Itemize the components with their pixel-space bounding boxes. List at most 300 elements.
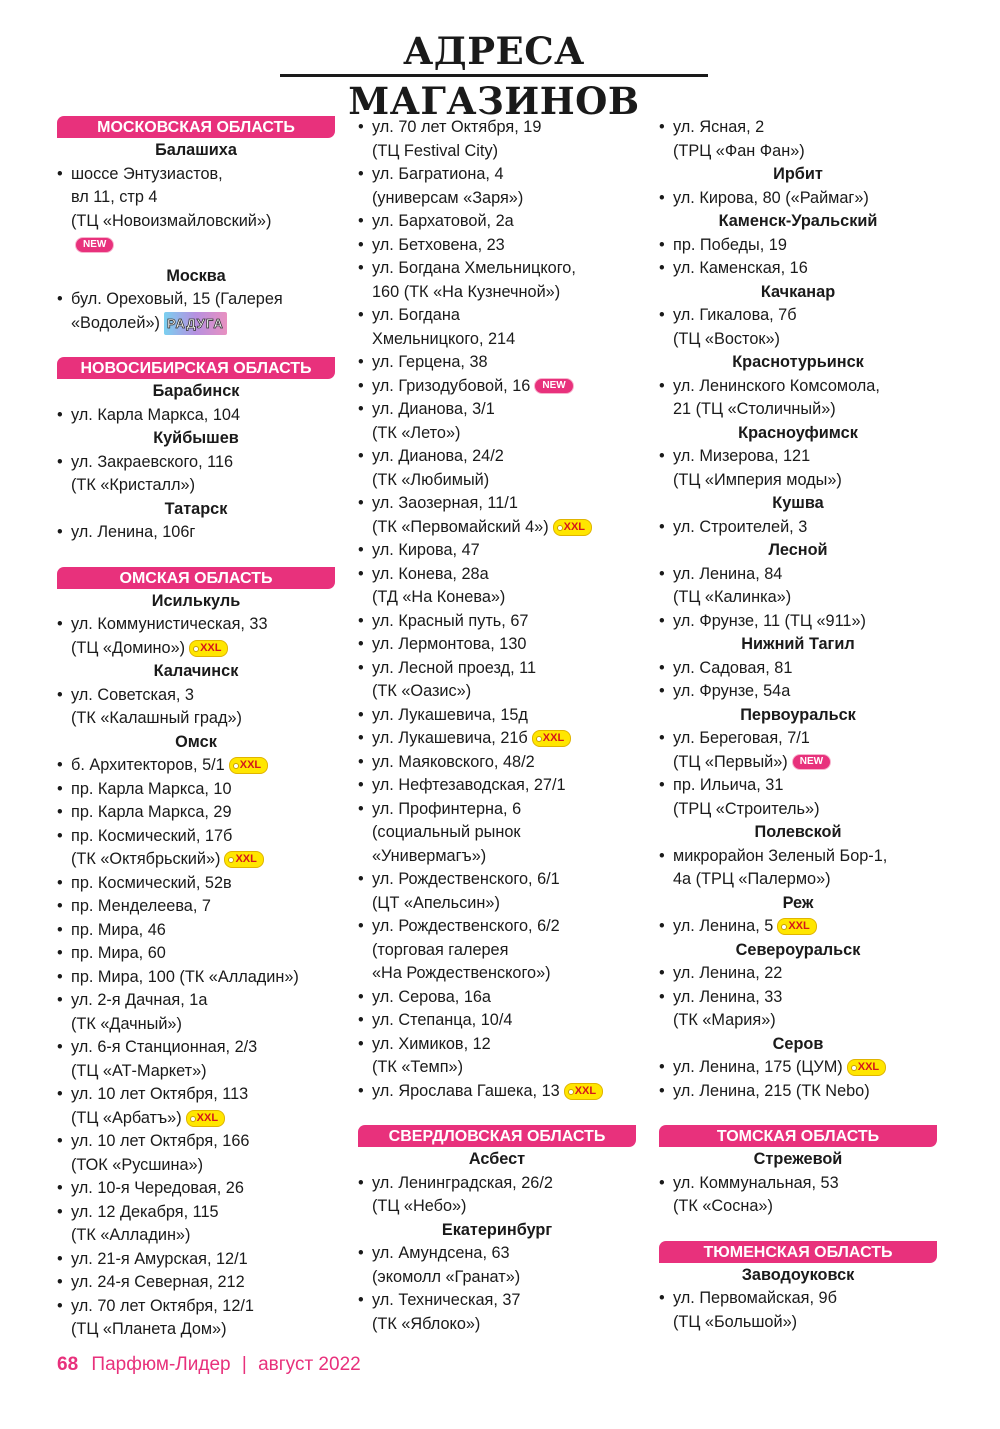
address-entry xyxy=(358,657,636,704)
address-line xyxy=(372,163,636,187)
city-heading: Реж xyxy=(782,893,814,912)
address-line xyxy=(372,986,636,1010)
address-text: (ТК «Октябрьский») xyxy=(71,850,221,868)
address-entry xyxy=(57,778,335,802)
city-heading: Серов xyxy=(772,1034,824,1053)
address-line xyxy=(71,1036,335,1060)
city-heading: Заводоуковск xyxy=(741,1265,855,1284)
address-entry xyxy=(358,915,636,986)
address-text: ул. 70 лет Октября, 12/1 xyxy=(71,1296,254,1315)
address-entry xyxy=(358,563,636,610)
region-header: НОВОСИБИРСКАЯ ОБЛАСТЬ xyxy=(57,357,335,379)
address-entry xyxy=(659,187,937,211)
address-line xyxy=(673,116,937,140)
address-line xyxy=(71,312,335,336)
address-text: (ТК «Яблоко») xyxy=(372,1314,481,1333)
address-text: ул. Садовая, 81 xyxy=(673,658,793,677)
address-entry xyxy=(57,1271,335,1295)
address-line xyxy=(372,1033,636,1057)
address-line xyxy=(71,233,335,257)
address-text: (ТЦ «Империя моды») xyxy=(673,470,842,489)
city-heading: Калачинск xyxy=(153,662,239,680)
address-text: пр. Карла Маркса, 10 xyxy=(71,779,232,798)
address-line xyxy=(673,1172,937,1196)
address-text: (ТК «Сосна») xyxy=(673,1197,773,1215)
address-line xyxy=(673,375,937,399)
address-entry xyxy=(57,684,335,731)
address-line xyxy=(71,872,335,896)
address-entry xyxy=(358,774,636,798)
address-line xyxy=(71,1177,335,1201)
address-text: (торговая галерея xyxy=(372,940,509,959)
address-entry xyxy=(57,1201,335,1248)
xxl-badge: XXL xyxy=(229,757,268,774)
address-text: (ТЦ «Планета Дом») xyxy=(71,1320,227,1338)
address-text: пр. Мира, 100 (ТК «Алладин») xyxy=(71,967,299,986)
address-line xyxy=(372,1195,636,1219)
address-line xyxy=(372,281,636,305)
address-text: (ТЦ «Домино») xyxy=(71,638,186,657)
address-entry xyxy=(659,1080,937,1104)
address-text: ул. Профинтерна, 6 xyxy=(372,799,522,818)
city-heading: Москва xyxy=(166,266,226,285)
address-line xyxy=(71,1248,335,1272)
address-line xyxy=(71,1060,335,1084)
address-text: ул. Строителей, 3 xyxy=(673,517,808,536)
address-entry xyxy=(358,375,636,399)
section-spacer xyxy=(57,335,335,357)
address-text: ул. Ленина, 5 xyxy=(673,917,774,935)
address-line xyxy=(673,398,937,422)
address-line xyxy=(372,774,636,798)
new-badge: NEW xyxy=(792,754,831,770)
address-entry xyxy=(358,398,636,445)
address-text: ул. Маяковского, 48/2 xyxy=(372,752,535,771)
address-line xyxy=(372,868,636,892)
address-entry xyxy=(57,966,335,990)
address-line xyxy=(71,474,335,498)
address-line xyxy=(71,1013,335,1037)
address-line xyxy=(673,1287,937,1311)
address-text: ул. 10-я Чередовая, 26 xyxy=(71,1179,244,1197)
address-text: (ТОК «Русшина») xyxy=(71,1155,203,1174)
address-entry xyxy=(57,872,335,896)
address-text: (ТК «Первомайский 4») xyxy=(372,517,549,536)
page-number: 68 xyxy=(57,1354,79,1375)
address-entry xyxy=(57,801,335,825)
city-heading: Екатеринбург xyxy=(441,1220,553,1239)
address-line xyxy=(372,304,636,328)
address-entry xyxy=(358,798,636,869)
address-entry xyxy=(358,1172,636,1219)
address-line xyxy=(673,610,937,634)
address-line xyxy=(71,186,335,210)
city-heading: Омск xyxy=(175,732,217,751)
address-line xyxy=(372,1289,636,1313)
address-text: ул. 21-я Амурская, 12/1 xyxy=(71,1249,248,1268)
address-line xyxy=(673,751,937,775)
address-entry xyxy=(358,304,636,351)
region-header: ОМСКАЯ ОБЛАСТЬ xyxy=(57,567,335,589)
address-text: ул. Серова, 16а xyxy=(372,987,491,1006)
address-entry xyxy=(57,825,335,872)
page-title: АДРЕСА МАГАЗИНОВ xyxy=(348,29,640,123)
address-entry xyxy=(659,610,937,634)
city-heading: Лесной xyxy=(768,541,828,559)
address-line xyxy=(673,868,937,892)
city-heading: Кушва xyxy=(772,494,824,512)
address-text: (ТК «Мария») xyxy=(673,1011,776,1029)
address-entry xyxy=(358,1289,636,1336)
address-text: (ТК «Калашный град») xyxy=(71,709,242,727)
address-entry xyxy=(358,633,636,657)
address-line xyxy=(71,966,335,990)
address-line xyxy=(673,234,937,258)
address-line xyxy=(372,1242,636,1266)
address-line xyxy=(71,1224,335,1248)
address-entry xyxy=(358,1080,636,1104)
xxl-badge: XXL xyxy=(224,851,263,868)
address-text: ул. Ленина, 33 xyxy=(673,987,783,1006)
xxl-badge: XXL xyxy=(186,1110,225,1127)
address-text: пр. Мира, 46 xyxy=(71,920,166,939)
address-text: бул. Ореховый, 15 (Галерея xyxy=(71,290,283,308)
address-text: (ТРЦ «Строитель») xyxy=(673,799,820,818)
address-line xyxy=(71,521,335,545)
address-line xyxy=(372,469,636,493)
address-text: 21 (ТЦ «Столичный») xyxy=(673,400,836,418)
address-line xyxy=(372,727,636,751)
address-text: пр. Менделеева, 7 xyxy=(71,897,211,915)
address-text: (ТЦ «АТ-Маркет») xyxy=(71,1061,207,1080)
address-entry xyxy=(57,451,335,498)
new-badge: NEW xyxy=(534,378,573,394)
region-header: ТОМСКАЯ ОБЛАСТЬ xyxy=(659,1125,937,1147)
page-footer xyxy=(57,1352,361,1378)
address-entry xyxy=(57,1248,335,1272)
address-text: ул. Коммунистическая, 33 xyxy=(71,615,268,633)
magazine-name: Парфюм-Лидер xyxy=(91,1354,231,1375)
address-text: (ЦТ «Апельсин») xyxy=(372,893,500,912)
address-line xyxy=(673,563,937,587)
address-line xyxy=(372,375,636,399)
address-line xyxy=(71,163,335,187)
address-entry xyxy=(659,727,937,774)
address-line xyxy=(372,257,636,281)
address-entry xyxy=(358,610,636,634)
address-line xyxy=(71,1083,335,1107)
address-text: ул. Красный путь, 67 xyxy=(372,611,529,630)
address-line xyxy=(71,684,335,708)
address-entry xyxy=(57,754,335,778)
address-entry xyxy=(57,288,335,335)
address-text: ул. Гризодубовой, 16 xyxy=(372,376,531,395)
address-line xyxy=(673,986,937,1010)
address-entry xyxy=(57,919,335,943)
address-line xyxy=(673,1080,937,1104)
address-line xyxy=(372,445,636,469)
city-heading: Исилькуль xyxy=(151,591,241,610)
address-line xyxy=(673,680,937,704)
address-text: (ТК «Кристалл») xyxy=(71,476,196,494)
address-column-1 xyxy=(57,116,335,1342)
address-text: пр. Победы, 19 xyxy=(673,235,787,254)
address-entry xyxy=(358,210,636,234)
address-line xyxy=(71,1154,335,1178)
address-line xyxy=(71,1295,335,1319)
address-line xyxy=(372,1266,636,1290)
address-line xyxy=(71,404,335,428)
address-line xyxy=(372,539,636,563)
address-text: ул. Нефтезаводская, 27/1 xyxy=(372,776,566,794)
address-text: ул. Карла Маркса, 104 xyxy=(71,405,241,424)
address-line xyxy=(673,328,937,352)
address-text: ул. Фрунзе, 11 (ТЦ «911») xyxy=(673,611,866,630)
address-text: ул. Бетховена, 23 xyxy=(372,235,505,254)
address-text: ул. Береговая, 7/1 xyxy=(673,729,810,747)
address-line xyxy=(372,187,636,211)
address-text: ул. Мизерова, 121 xyxy=(673,447,811,465)
address-text: пр. Космический, 52в xyxy=(71,873,232,892)
address-line xyxy=(372,1172,636,1196)
address-entry xyxy=(57,1295,335,1342)
address-line xyxy=(71,919,335,943)
address-text: ул. Советская, 3 xyxy=(71,685,194,704)
address-text: (ТЦ «Арбатъ») xyxy=(71,1108,182,1127)
address-text: (социальный рынок xyxy=(372,823,521,841)
address-line xyxy=(673,187,937,211)
address-entry xyxy=(57,942,335,966)
address-text: (ТК «Лето») xyxy=(372,423,461,442)
address-text: ул. Рождественского, 6/2 xyxy=(372,917,560,935)
address-line xyxy=(372,328,636,352)
address-text: ул. Ленина, 22 xyxy=(673,964,783,982)
address-line xyxy=(71,451,335,475)
address-text: пр. Мира, 60 xyxy=(71,944,166,962)
address-entry xyxy=(358,492,636,539)
address-line xyxy=(71,637,335,661)
address-entry xyxy=(659,657,937,681)
address-text: (ТЦ «Большой») xyxy=(673,1312,798,1331)
address-text: шоссе Энтузиастов, xyxy=(71,164,223,183)
address-text: (ТК «Любимый) xyxy=(372,470,490,489)
address-line xyxy=(372,492,636,516)
city-heading: Стрежевой xyxy=(753,1150,843,1168)
address-text: Хмельницкого, 214 xyxy=(372,329,516,348)
address-entry xyxy=(358,751,636,775)
address-line xyxy=(372,116,636,140)
address-text: ул. Химиков, 12 xyxy=(372,1034,491,1053)
address-line xyxy=(71,288,335,312)
address-line xyxy=(372,1313,636,1337)
address-line xyxy=(71,801,335,825)
address-line xyxy=(372,892,636,916)
address-line xyxy=(71,848,335,872)
address-text: ул. Ленина, 175 (ЦУМ) xyxy=(673,1058,843,1076)
city-heading: Краснотурьинск xyxy=(732,353,864,371)
address-text: ул. Первомайская, 9б xyxy=(673,1289,837,1307)
address-text: ул. Конева, 28а xyxy=(372,564,489,583)
address-text: ул. Гикалова, 7б xyxy=(673,306,797,324)
address-line xyxy=(71,989,335,1013)
address-text: ул. 10 лет Октября, 113 xyxy=(71,1085,249,1103)
address-column-3 xyxy=(659,116,937,1334)
issue-date: август 2022 xyxy=(258,1354,361,1375)
address-text: ул. Фрунзе, 54а xyxy=(673,682,791,700)
xxl-badge: XXL xyxy=(847,1059,886,1076)
address-entry xyxy=(57,1177,335,1201)
address-entry xyxy=(358,116,636,163)
xxl-badge: XXL xyxy=(564,1083,603,1100)
address-line xyxy=(372,1056,636,1080)
address-entry xyxy=(57,404,335,428)
address-entry xyxy=(659,116,937,163)
address-text: ул. Коммунальная, 53 xyxy=(673,1173,839,1192)
address-line xyxy=(372,586,636,610)
address-text: ул. Каменская, 16 xyxy=(673,259,808,277)
address-text: ул. Ясная, 2 xyxy=(673,118,765,136)
section-spacer xyxy=(659,1219,937,1241)
address-text: ул. 70 лет Октября, 19 xyxy=(372,118,542,136)
address-entry xyxy=(358,1242,636,1289)
address-entry xyxy=(358,986,636,1010)
address-text: ул. Кирова, 80 («Раймаг») xyxy=(673,188,869,207)
address-entry xyxy=(659,1172,937,1219)
city-heading: Балашиха xyxy=(155,141,237,159)
address-text: б. Архитекторов, 5/1 xyxy=(71,756,225,774)
address-entry xyxy=(659,516,937,540)
address-entry xyxy=(57,1036,335,1083)
address-line xyxy=(372,751,636,775)
address-text: ул. Ленина, 215 (ТК Nebo) xyxy=(673,1081,870,1100)
address-line xyxy=(372,234,636,258)
city-heading: Красноуфимск xyxy=(738,423,858,442)
address-entry xyxy=(358,257,636,304)
address-text: ул. Техническая, 37 xyxy=(372,1291,521,1309)
address-text: ул. Дианова, 24/2 xyxy=(372,447,504,465)
address-line xyxy=(71,1318,335,1342)
address-text: ул. Бархатовой, 2а xyxy=(372,212,514,230)
address-text: ул. Лукашевича, 21б xyxy=(372,729,528,747)
city-heading: Куйбышев xyxy=(153,429,239,447)
address-text: ул. Лермонтова, 130 xyxy=(372,635,527,653)
address-text: (ТК «Оазис») xyxy=(372,682,472,700)
address-text: (ТК «Темп») xyxy=(372,1058,464,1076)
raduga-logo: РАДУГА xyxy=(164,312,227,336)
address-line xyxy=(372,563,636,587)
address-entry xyxy=(57,613,335,660)
address-text: ул. 24-я Северная, 212 xyxy=(71,1273,245,1291)
address-entry xyxy=(358,234,636,258)
address-entry xyxy=(659,234,937,258)
address-text: «Универмагъ») xyxy=(372,846,487,865)
address-line xyxy=(372,845,636,869)
address-text: (ТЦ «Новоизмайловский») xyxy=(71,211,272,230)
section-spacer xyxy=(57,545,335,567)
region-header: СВЕРДЛОВСКАЯ ОБЛАСТЬ xyxy=(358,1125,636,1147)
address-entry xyxy=(659,375,937,422)
address-text: (ТК «Дачный») xyxy=(71,1014,182,1033)
address-text: ул. Степанца, 10/4 xyxy=(372,1011,513,1029)
address-line xyxy=(71,1107,335,1131)
city-heading: Полевской xyxy=(754,823,842,841)
address-line xyxy=(673,962,937,986)
address-entry xyxy=(57,1130,335,1177)
address-text: ул. 2-я Дачная, 1а xyxy=(71,991,208,1009)
address-text: ул. Ленина, 106г xyxy=(71,523,196,541)
city-heading: Каменск-Уральский xyxy=(718,212,878,230)
address-line xyxy=(71,1271,335,1295)
address-text: (ТРЦ «Фан Фан») xyxy=(673,141,805,160)
address-line xyxy=(372,962,636,986)
address-entry xyxy=(358,1009,636,1033)
footer-separator: | xyxy=(241,1354,247,1375)
address-line xyxy=(673,469,937,493)
address-line xyxy=(71,210,335,234)
section-spacer xyxy=(57,257,335,265)
address-text: ул. Заозерная, 11/1 xyxy=(372,494,518,512)
address-text: ул. Ленина, 84 xyxy=(673,564,783,583)
city-heading: Нижний Тагил xyxy=(741,635,855,653)
address-entry xyxy=(57,521,335,545)
address-text: ул. Герцена, 38 xyxy=(372,353,488,371)
address-line xyxy=(372,140,636,164)
address-line xyxy=(673,304,937,328)
address-entry xyxy=(659,915,937,939)
address-text: пр. Карла Маркса, 29 xyxy=(71,803,232,821)
address-entry xyxy=(358,727,636,751)
address-text: (ТЦ Festival City) xyxy=(372,141,499,160)
address-line xyxy=(673,1056,937,1080)
address-text: ул. 12 Декабря, 115 xyxy=(71,1202,219,1221)
address-line xyxy=(372,939,636,963)
address-text: (экомолл «Гранат») xyxy=(372,1267,521,1286)
address-entry xyxy=(57,895,335,919)
address-line xyxy=(372,633,636,657)
address-text: (ТЦ «Первый») xyxy=(673,752,788,771)
address-text: (ТД «На Конева») xyxy=(372,588,506,606)
address-line xyxy=(372,798,636,822)
new-badge: NEW xyxy=(75,237,114,253)
address-line xyxy=(372,516,636,540)
address-line xyxy=(673,774,937,798)
address-line xyxy=(372,657,636,681)
address-line xyxy=(372,915,636,939)
address-line xyxy=(673,1311,937,1335)
address-line xyxy=(372,680,636,704)
address-line xyxy=(673,140,937,164)
address-line xyxy=(372,1080,636,1104)
address-entry xyxy=(358,1033,636,1080)
address-line xyxy=(372,821,636,845)
address-line xyxy=(71,942,335,966)
address-text: (ТЦ «Калинка») xyxy=(673,588,792,606)
address-text: ул. Богдана Хмельницкого, xyxy=(372,259,576,277)
address-line xyxy=(673,586,937,610)
city-heading: Асбест xyxy=(468,1150,526,1168)
address-entry xyxy=(57,163,335,257)
address-text: ул. Ярослава Гашека, 13 xyxy=(372,1081,560,1100)
address-entry xyxy=(659,445,937,492)
xxl-badge: XXL xyxy=(553,519,592,536)
city-heading: Первоуральск xyxy=(740,705,856,724)
xxl-badge: XXL xyxy=(532,730,571,747)
xxl-badge: XXL xyxy=(777,918,816,935)
address-line xyxy=(71,1130,335,1154)
region-header: ТЮМЕНСКАЯ ОБЛАСТЬ xyxy=(659,1241,937,1263)
address-text: пр. Ильича, 31 xyxy=(673,776,784,794)
address-text: ул. 6-я Станционная, 2/3 xyxy=(71,1038,258,1056)
